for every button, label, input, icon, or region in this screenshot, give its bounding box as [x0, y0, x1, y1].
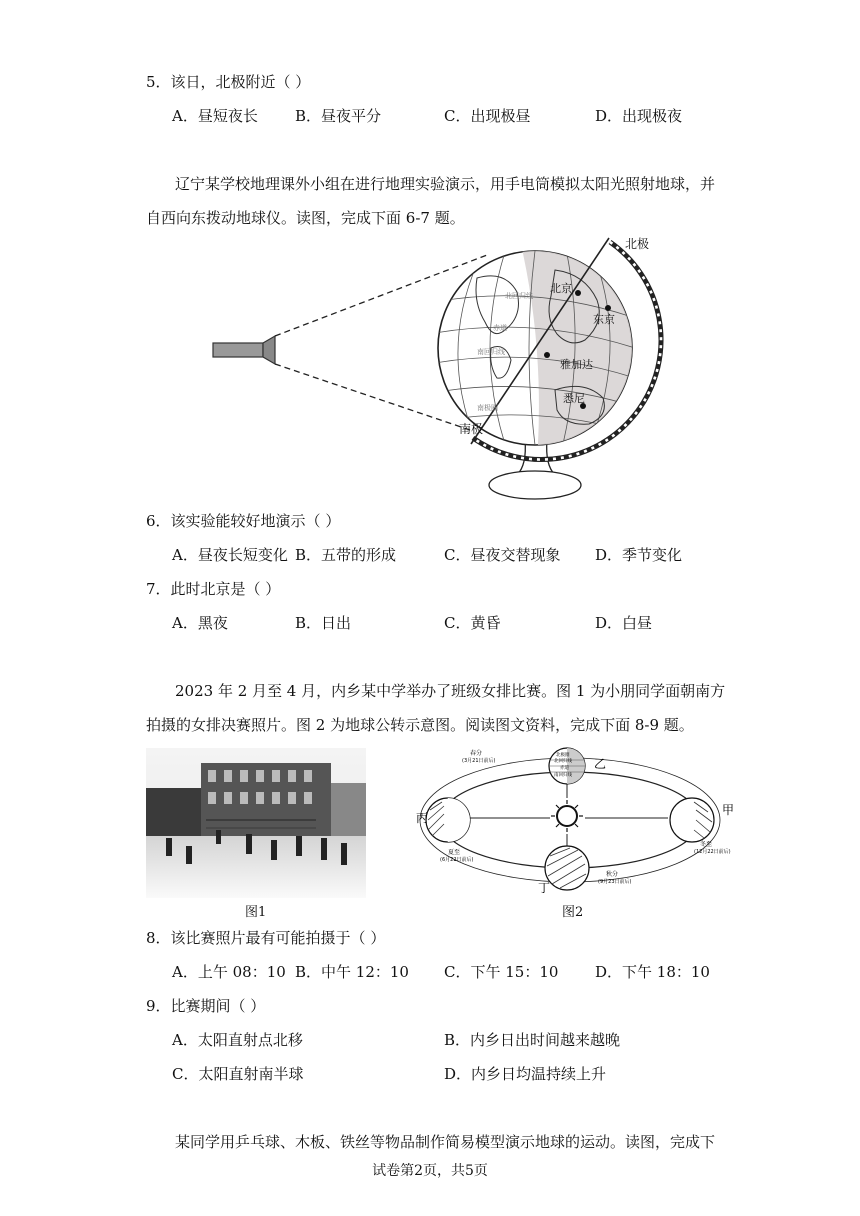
- q9-option-c: C．太阳直射南半球: [172, 1065, 304, 1083]
- q7-option-a: A．黑夜: [172, 614, 228, 632]
- q6-option-b: B．五带的形成: [295, 546, 397, 564]
- q6-stem: 6．该实验能较好地演示（ ）: [146, 512, 341, 530]
- season-winter: 冬至: [700, 841, 713, 848]
- earth-position-ding: [545, 846, 589, 890]
- season-winter-date: (12月22日前后): [694, 849, 731, 855]
- city-dot-beijing: [575, 290, 581, 296]
- earth-position-jia: [670, 798, 714, 842]
- page-footer: 试卷第2页，共5页: [372, 1163, 488, 1179]
- q7-stem: 7．此时北京是（ ）: [146, 580, 281, 598]
- season-summer-date: (6月22日前后): [440, 857, 474, 863]
- intro-6-7-line2: 自西向东拨动地球仪。读图，完成下面 6-7 题。: [146, 209, 465, 227]
- orbit-label-yi: 乙: [594, 757, 607, 771]
- orbit-label-jia: 甲: [722, 803, 735, 817]
- lat-label-equator: 赤道: [493, 324, 507, 332]
- lat-label-tropic-n: 北回归线: [505, 292, 533, 300]
- orbit-label-ding: 丁: [538, 881, 551, 895]
- q9-option-a: A．太阳直射点北移: [172, 1031, 303, 1049]
- q9-option-d: D．内乡日均温持续上升: [444, 1065, 607, 1083]
- season-spring: 春分: [470, 750, 483, 757]
- city-dot-tokyo: [605, 305, 611, 311]
- q5-option-b: B．昼夜平分: [295, 107, 382, 125]
- sun-icon: [557, 806, 577, 826]
- globe-figure: [205, 230, 665, 505]
- season-autumn-date: (9月23日前后): [598, 879, 632, 885]
- season-autumn: 秋分: [606, 871, 619, 878]
- q5-option-a: A．昼短夜长: [172, 107, 258, 125]
- globe-stand-base: [489, 471, 581, 499]
- q5-option-d: D．出现极夜: [595, 107, 683, 125]
- q8-stem: 8．该比赛照片最有可能拍摄于（ ）: [146, 929, 386, 947]
- q9-stem: 9．比赛期间（ ）: [146, 997, 266, 1015]
- q5-stem: 5．该日，北极附近（ ）: [146, 73, 311, 91]
- latline-tropic-s: 南回归线: [554, 773, 572, 778]
- lat-label-tropic-s: 南回归线: [477, 348, 505, 356]
- q8-option-d: D．下午 18：10: [595, 963, 710, 981]
- season-spring-date: (3月21日前后): [462, 758, 496, 764]
- q7-option-d: D．白昼: [595, 614, 653, 632]
- city-label-sydney: 悉尼: [563, 392, 585, 405]
- figure1-photo: [146, 748, 366, 898]
- flashlight-body: [213, 343, 263, 357]
- south-pole-label: 南极: [459, 422, 484, 436]
- q6-option-c: C．昼夜交替现象: [444, 546, 561, 564]
- q8-option-a: A．上午 08：10: [172, 963, 286, 981]
- intro-6-7-line1: 辽宁某学校地理课外小组在进行地理实验演示，用手电筒模拟太阳光照射地球，并: [175, 175, 716, 193]
- figure2-orbit-diagram: [410, 740, 750, 900]
- latline-equator: 赤道: [560, 766, 569, 771]
- q8-option-c: C．下午 15：10: [444, 963, 559, 981]
- orbit-label-bing: 丙: [416, 811, 429, 825]
- figure1-caption: 图1: [245, 905, 267, 920]
- q8-option-b: B．中午 12：10: [295, 963, 409, 981]
- q7-option-c: C．黄昏: [444, 614, 501, 632]
- city-label-jakarta: 雅加达: [560, 358, 593, 371]
- figure2-caption: 图2: [562, 905, 584, 920]
- q5-option-c: C．出现极昼: [444, 107, 531, 125]
- q6-option-a: A．昼夜长短变化: [172, 546, 288, 564]
- q7-option-b: B．日出: [295, 614, 352, 632]
- q9-option-b: B．内乡日出时间越来越晚: [444, 1031, 621, 1049]
- latline-tropic-n: 北回归线: [554, 759, 572, 764]
- intro-next: 某同学用乒乓球、木板、铁丝等物品制作简易模型演示地球的运动。读图，完成下: [175, 1133, 716, 1151]
- intro-8-9-line2: 拍摄的女排决赛照片。图 2 为地球公转示意图。阅读图文资料，完成下面 8-9 题。: [146, 716, 694, 734]
- q6-option-d: D．季节变化: [595, 546, 683, 564]
- city-label-tokyo: 东京: [593, 313, 615, 326]
- city-label-beijing: 北京: [550, 282, 572, 295]
- intro-8-9-line1: 2023 年 2 月至 4 月，内乡某中学举办了班级女排比赛。图 1 为小朋同学面朝南方: [175, 682, 726, 700]
- season-summer: 夏至: [448, 849, 461, 856]
- north-pole-label: 北极: [625, 237, 650, 251]
- latline-arctic: 北极圈: [556, 753, 570, 758]
- flashlight-head: [263, 336, 275, 364]
- city-dot-jakarta: [544, 352, 550, 358]
- lat-label-antarctic: 南极圈: [477, 404, 498, 412]
